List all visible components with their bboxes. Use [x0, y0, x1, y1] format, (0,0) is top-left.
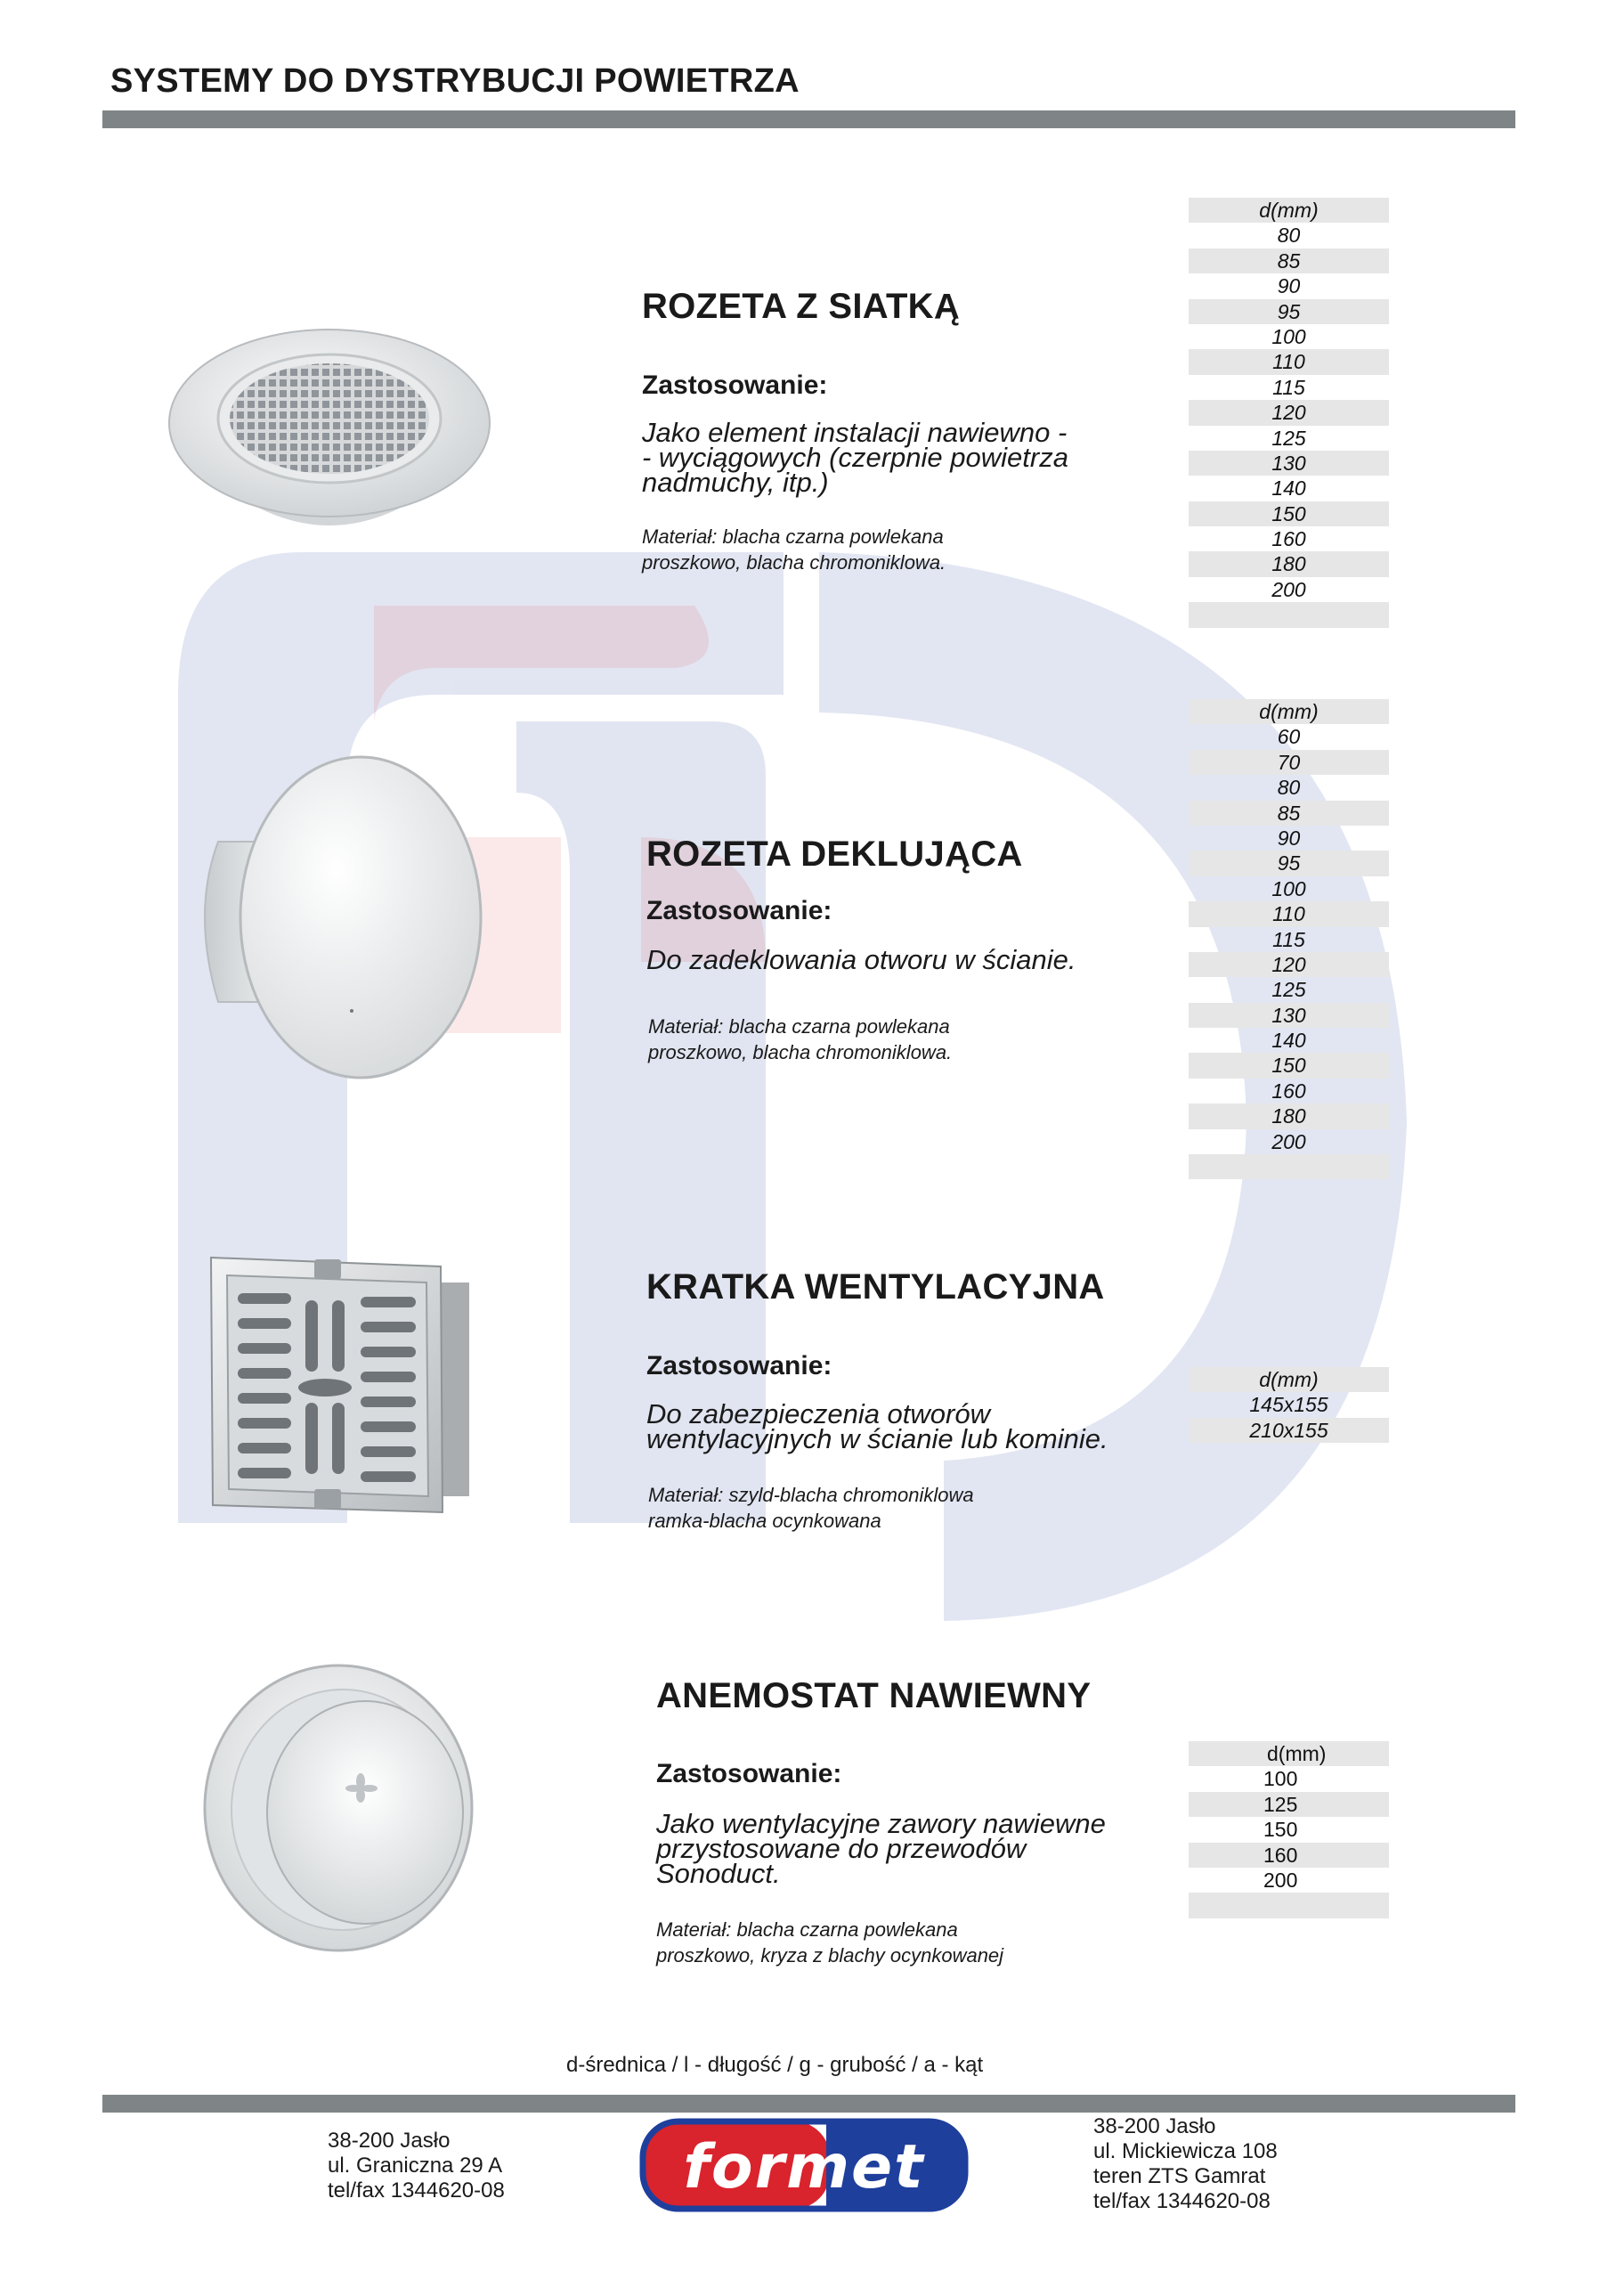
- size-cell: 110: [1189, 901, 1389, 926]
- footer-address-right: 38-200 Jasło ul. Mickiewicza 108 teren ZTS Gamrat tel/fax 1344620-08: [1093, 2114, 1278, 2213]
- usage-label: Zastosowanie:: [642, 370, 828, 400]
- rozeta-deklujaca-image: [183, 744, 503, 1082]
- size-cell-empty: [1189, 1893, 1389, 1918]
- size-cell: 130: [1189, 451, 1389, 476]
- size-cell-empty: [1189, 1154, 1389, 1179]
- header-rule: [102, 110, 1515, 128]
- size-table-rozeta-deklujaca: [1189, 699, 1389, 1179]
- material-description: Materiał: blacha czarna powlekana proszkowo, blacha chromoniklowa.: [648, 1015, 953, 1063]
- size-cell: 120: [1189, 400, 1389, 425]
- size-cell: 130: [1189, 1003, 1389, 1028]
- size-cell: 70: [1189, 750, 1389, 775]
- size-cell: 180: [1189, 1103, 1389, 1128]
- material-description: Materiał: szyld-blacha chromoniklowa ramka-blacha ocynkowana: [648, 1484, 974, 1532]
- usage-description: Do zabezpieczenia otworów wentylacyjnych w ścianie lub kominie.: [646, 1398, 1108, 1454]
- size-cell: 120: [1189, 952, 1389, 977]
- kratka-wentylacyjna-image: [200, 1247, 485, 1532]
- size-cell: 80: [1277, 776, 1301, 800]
- dimension-legend: d-średnica / l - długość / g - grubość / a - kąt: [566, 2053, 984, 2077]
- product-title-rozeta-z-siatka: ROZETA Z SIATKĄ: [642, 287, 961, 326]
- size-cell: 140: [1271, 1029, 1306, 1053]
- size-cell: 125: [1189, 1792, 1389, 1817]
- size-cell: 110: [1189, 349, 1389, 374]
- usage-description: Jako element instalacji nawiewno - - wyciągowych (czerpnie powietrza nadmuchy, itp.): [642, 417, 1068, 498]
- size-table-anemostat-nawiewny: [1189, 1741, 1389, 1918]
- usage-label: Zastosowanie:: [646, 896, 832, 925]
- size-table-rozeta-z-siatka: [1189, 198, 1389, 628]
- footer-rule: [102, 2095, 1515, 2113]
- size-cell: 80: [1277, 224, 1301, 248]
- product-title-rozeta-deklujaca: ROZETA DEKLUJĄCA: [646, 835, 1023, 874]
- material-description: Materiał: blacha czarna powlekana proszkowo, kryza z blachy ocynkowanej: [656, 1918, 1004, 1966]
- material-description: Materiał: blacha czarna powlekana proszkowo, blacha chromoniklowa.: [642, 525, 946, 574]
- size-cell: 115: [1272, 375, 1305, 399]
- usage-description: Do zadeklowania otworu w ścianie.: [646, 944, 1076, 975]
- size-cell: 100: [1271, 324, 1306, 348]
- size-cell: 180: [1189, 551, 1389, 576]
- size-cell: 90: [1277, 274, 1301, 298]
- size-cell: 200: [1263, 1868, 1298, 1892]
- size-cell-empty: [1189, 602, 1389, 627]
- size-cell: 140: [1271, 476, 1306, 501]
- size-cell: 60: [1277, 725, 1301, 749]
- size-cell: 200: [1271, 1129, 1306, 1153]
- formet-logo: [639, 2116, 969, 2214]
- size-cell: 115: [1272, 927, 1305, 951]
- product-title-kratka-wentylacyjna: KRATKA WENTYLACYJNA: [646, 1267, 1105, 1307]
- size-table-header: d(mm): [1189, 699, 1389, 724]
- footer-address-left: 38-200 Jasło ul. Graniczna 29 A tel/fax 1344620-08: [328, 2129, 505, 2203]
- size-table-header: d(mm): [1189, 198, 1389, 223]
- logo-text: formet: [683, 2132, 925, 2203]
- usage-label: Zastosowanie:: [646, 1351, 832, 1380]
- size-cell: 85: [1189, 801, 1389, 826]
- size-cell: 95: [1189, 851, 1389, 875]
- size-cell: 160: [1189, 1843, 1389, 1868]
- size-cell: 145x155: [1249, 1393, 1328, 1417]
- size-cell: 150: [1189, 501, 1389, 526]
- size-cell: 90: [1277, 826, 1301, 850]
- usage-label: Zastosowanie:: [656, 1759, 842, 1788]
- product-title-anemostat-nawiewny: ANEMOSTAT NAWIEWNY: [656, 1676, 1092, 1715]
- size-cell: 160: [1271, 1079, 1306, 1103]
- size-table-header: d(mm): [1189, 1367, 1389, 1392]
- size-cell: 200: [1271, 577, 1306, 601]
- size-cell: 100: [1263, 1767, 1298, 1791]
- size-cell: 85: [1189, 248, 1389, 273]
- rozeta-z-siatka-image: [160, 303, 499, 570]
- size-cell: 125: [1271, 426, 1306, 450]
- size-table-kratka-wentylacyjna: [1189, 1367, 1389, 1443]
- size-table-header: d(mm): [1189, 1741, 1389, 1766]
- size-cell: 150: [1189, 1053, 1389, 1078]
- size-cell: 210x155: [1189, 1418, 1389, 1443]
- page-title: SYSTEMY DO DYSTRYBUCJI POWIETRZA: [110, 62, 800, 100]
- size-cell: 100: [1271, 876, 1306, 900]
- size-cell: 125: [1271, 978, 1306, 1002]
- anemostat-nawiewny-image: [191, 1657, 494, 1959]
- size-cell: 160: [1271, 527, 1306, 551]
- size-cell: 95: [1189, 299, 1389, 324]
- size-cell: 150: [1263, 1818, 1298, 1842]
- usage-description: Jako wentylacyjne zawory nawiewne przystosowane do przewodów Sonoduct.: [656, 1808, 1106, 1889]
